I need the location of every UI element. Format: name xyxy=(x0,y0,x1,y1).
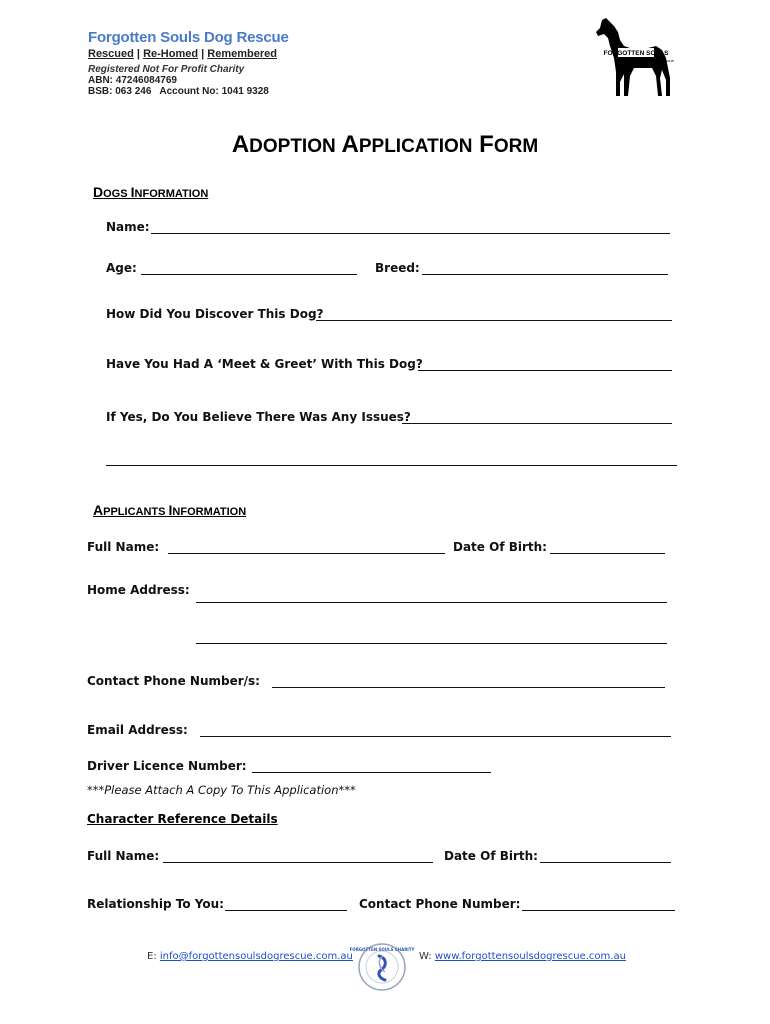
dog-age-field[interactable] xyxy=(141,274,357,275)
abn-value: 47246084769 xyxy=(115,75,177,86)
home-address-label: Home Address: xyxy=(87,583,190,597)
footer-email-label: E: xyxy=(147,951,157,962)
bank-line xyxy=(88,86,269,97)
issues-field[interactable] xyxy=(402,423,672,424)
dog-breed-label: Breed: xyxy=(375,261,420,275)
relationship-label: Relationship To You: xyxy=(87,897,224,911)
account-value: 1041 9328 xyxy=(221,86,269,97)
dogs-information-heading: DOGS INFORMATION xyxy=(93,184,209,200)
organisation-name: Forgotten Souls Dog Rescue xyxy=(88,29,289,46)
issues-extra-line[interactable] xyxy=(106,465,677,466)
bsb-label: BSB: xyxy=(88,86,113,97)
driver-licence-label: Driver Licence Number: xyxy=(87,759,247,773)
footer-web-label: W: xyxy=(419,951,432,962)
bsb-value: 063 246 xyxy=(115,86,152,97)
applicant-dob-label: Date Of Birth: xyxy=(453,540,547,554)
reference-full-name-label: Full Name: xyxy=(87,849,160,863)
dog-name-field[interactable] xyxy=(151,233,670,234)
tagline-rehomed: Re-Homed xyxy=(143,48,199,60)
reference-phone-label: Contact Phone Number: xyxy=(359,897,521,911)
applicant-dob-field[interactable] xyxy=(550,553,665,554)
applicant-phone-label: Contact Phone Number/s: xyxy=(87,674,260,688)
home-address-field-2[interactable] xyxy=(196,643,667,644)
logo-text: FORGOTTEN SOULS xyxy=(603,50,669,57)
footer-email-link[interactable]: info@forgottensoulsdogrescue.com.au xyxy=(159,951,353,962)
reference-full-name-field[interactable] xyxy=(163,862,433,863)
abn-label: ABN: xyxy=(88,75,113,86)
dog-breed-field[interactable] xyxy=(422,274,668,275)
tagline-rescued: Rescued xyxy=(88,48,134,60)
home-address-field-1[interactable] xyxy=(196,602,667,603)
form-title: ADOPTION APPLICATION FORM xyxy=(231,131,539,158)
applicant-full-name-label: Full Name: xyxy=(87,540,160,554)
relationship-field[interactable] xyxy=(225,910,347,911)
reference-dob-field[interactable] xyxy=(540,862,671,863)
licence-copy-note: ***Please Attach A Copy To This Application*** xyxy=(87,783,356,797)
charity-seal-icon xyxy=(349,942,415,992)
applicant-phone-field[interactable] xyxy=(272,687,665,688)
issues-label: If Yes, Do You Believe There Was Any Issues? xyxy=(106,410,411,424)
footer-email xyxy=(147,951,353,962)
tagline: Rescued | Re-Homed | Remembered xyxy=(88,48,277,60)
applicant-full-name-field[interactable] xyxy=(168,553,445,554)
reference-dob-label: Date Of Birth: xyxy=(444,849,538,863)
email-address-field[interactable] xyxy=(200,736,671,737)
reference-phone-field[interactable] xyxy=(522,910,675,911)
applicants-information-heading: APPLICANTS INFORMATION xyxy=(93,502,247,518)
dog-name-label: Name: xyxy=(106,220,150,234)
driver-licence-field[interactable] xyxy=(252,772,491,773)
meet-greet-label: Have You Had A ‘Meet & Greet’ With This Dog? xyxy=(106,357,423,371)
account-label: Account No: xyxy=(159,86,219,97)
meet-greet-field[interactable] xyxy=(418,370,672,371)
footer-web-link[interactable]: www.forgottensoulsdogrescue.com.au xyxy=(434,951,626,962)
character-reference-heading: Character Reference Details xyxy=(87,812,278,826)
email-address-label: Email Address: xyxy=(87,723,188,737)
discover-label: How Did You Discover This Dog? xyxy=(106,307,324,321)
dog-age-label: Age: xyxy=(106,261,137,275)
charity-status: Registered Not For Profit Charity xyxy=(88,64,245,75)
dog-logo-icon xyxy=(590,16,680,100)
logo-subtext: dog rescue xyxy=(654,58,674,63)
discover-field[interactable] xyxy=(316,320,672,321)
footer-website xyxy=(419,951,626,962)
tagline-remembered: Remembered xyxy=(207,48,277,60)
seal-text: FORGOTTEN SOULS CHARITY xyxy=(349,947,415,952)
abn-line xyxy=(88,75,177,86)
